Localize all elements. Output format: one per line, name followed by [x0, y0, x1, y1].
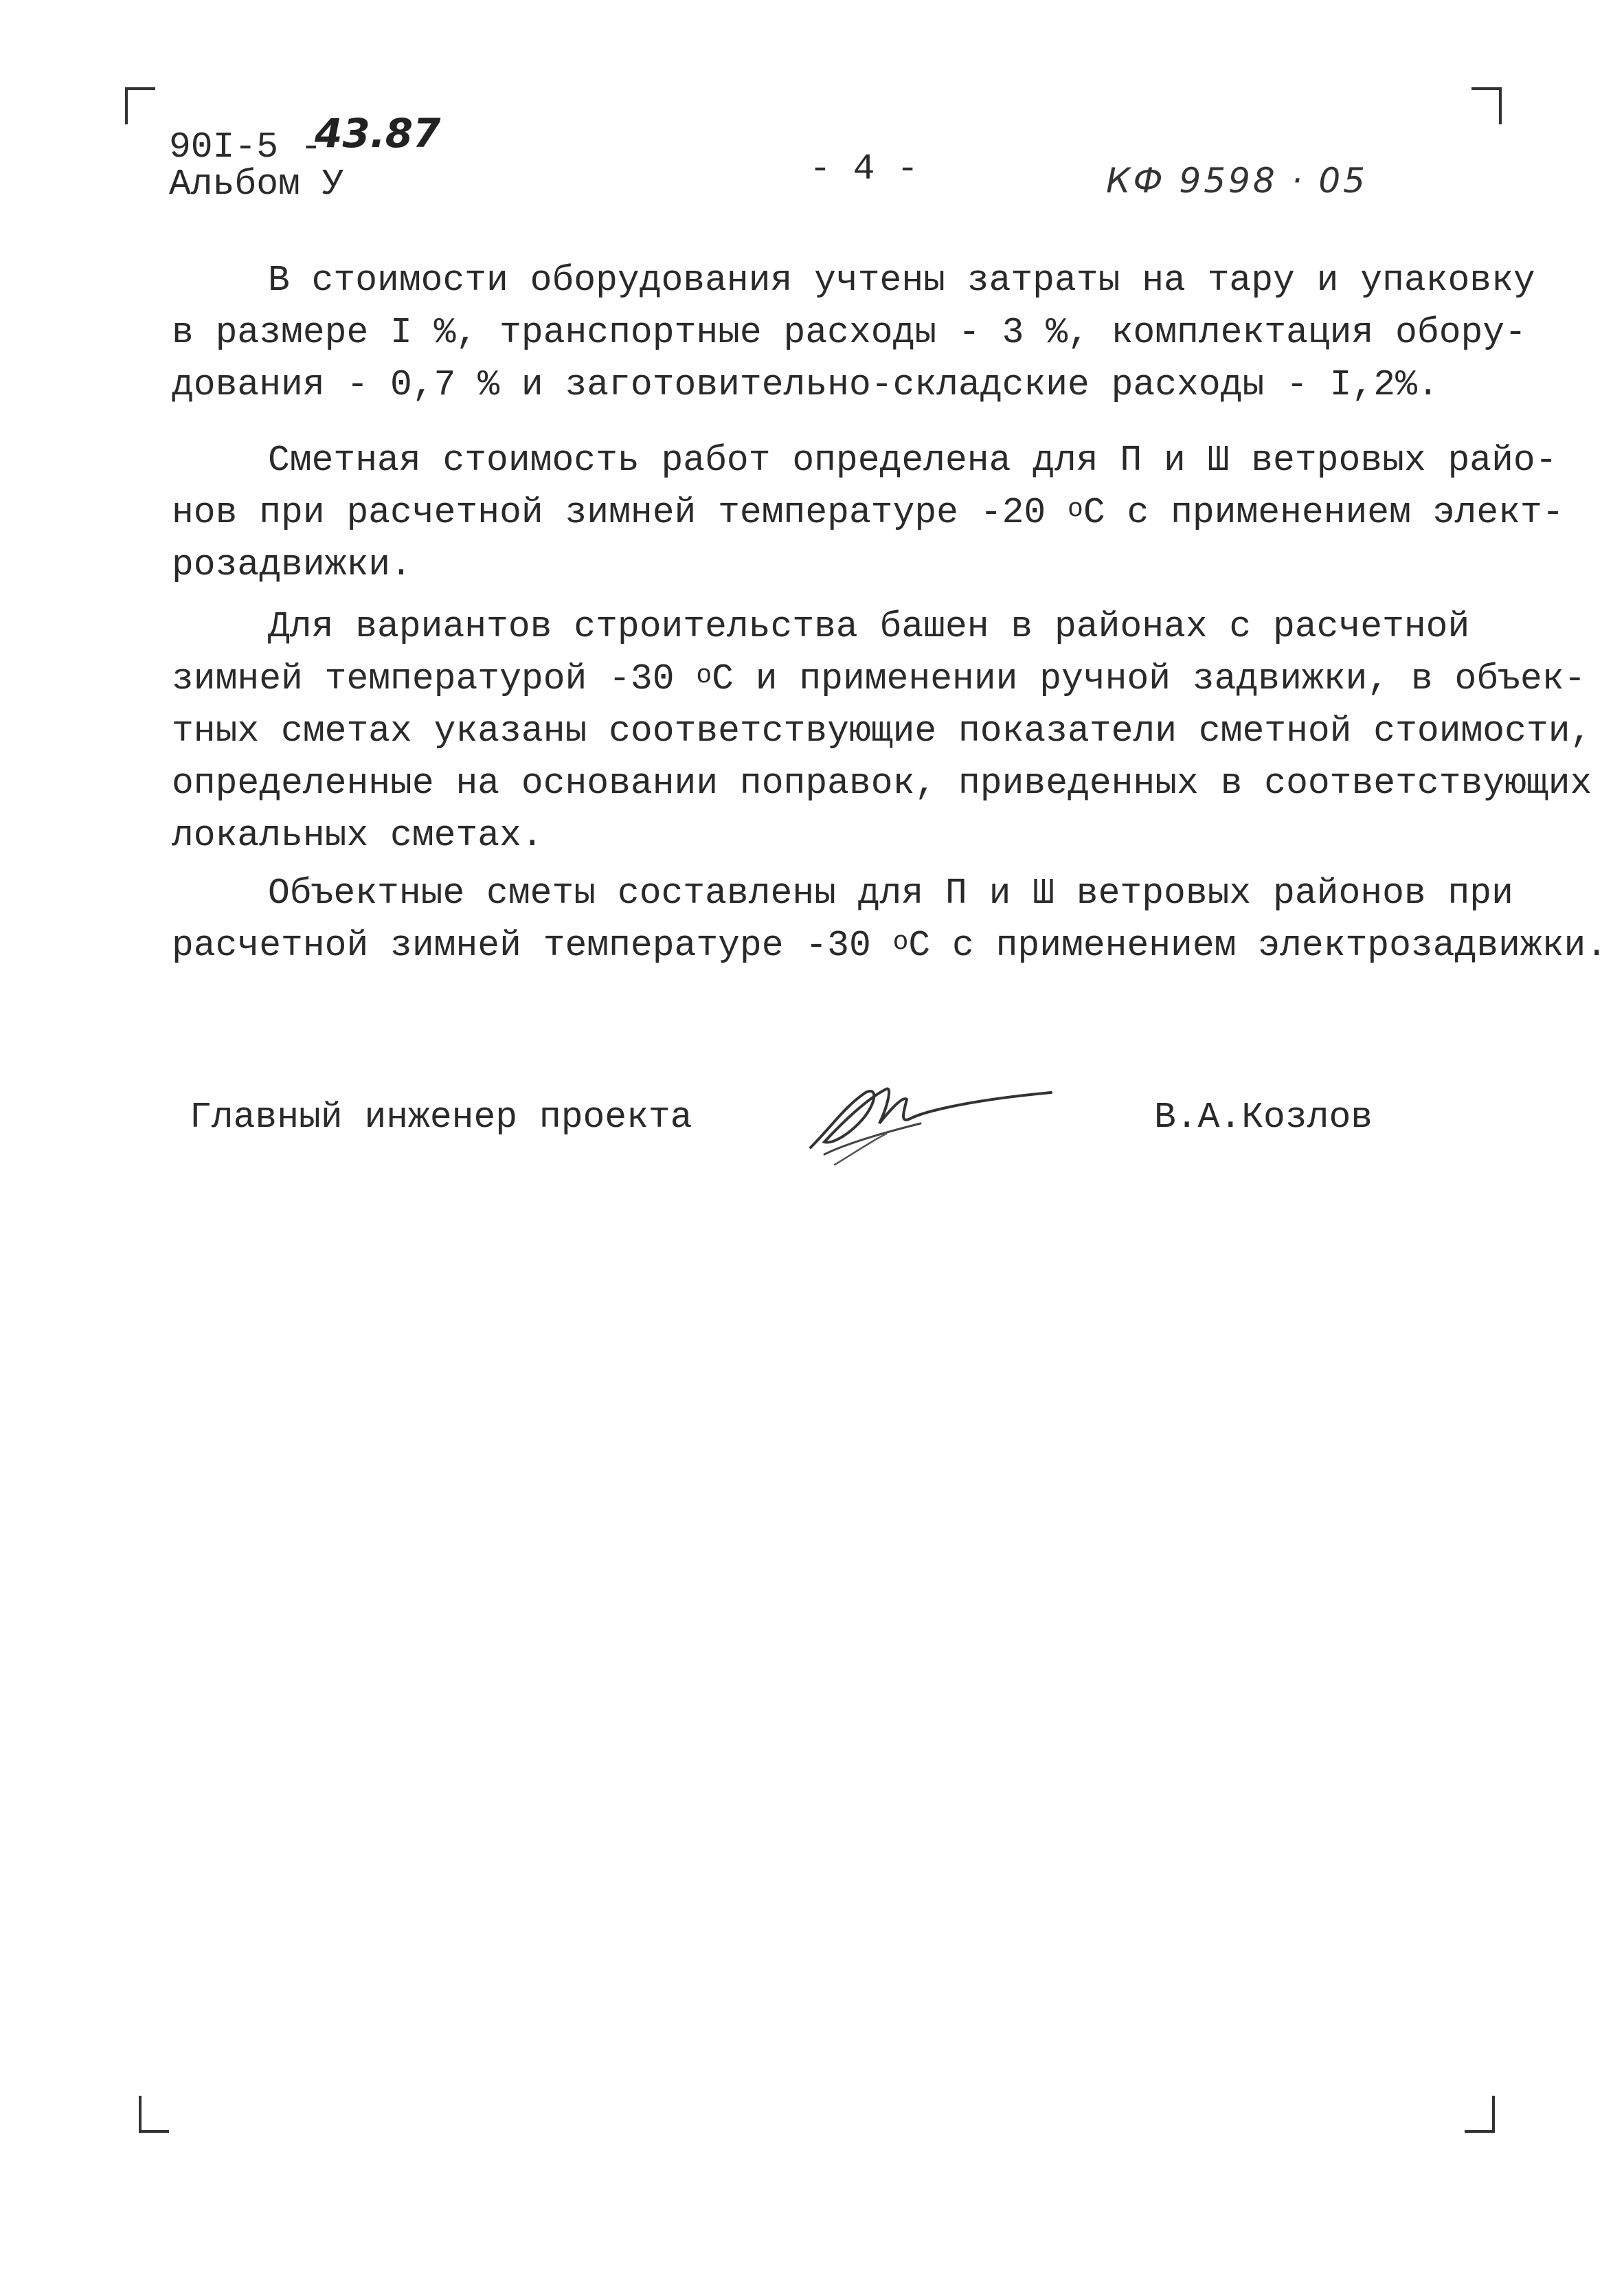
signature-title: Главный инженер проекта	[190, 1097, 692, 1138]
crop-mark-bottom-left	[139, 2096, 169, 2133]
page-number: - 4 -	[809, 148, 919, 190]
handwritten-signature	[783, 1058, 1058, 1175]
paragraph-2-line-2: нов при расчетной зимней температуре -20 $^о$С с применением элект-	[172, 492, 1564, 533]
series-handwritten: 43.87	[315, 110, 441, 157]
album-label: Альбом У	[169, 164, 344, 205]
crop-mark-bottom-right	[1465, 2096, 1495, 2133]
crop-mark-top-left	[125, 87, 155, 124]
degree-mark: о	[892, 928, 909, 957]
paragraph-3-line-1: Для вариантов строительства башен в районах с расчетной	[268, 606, 1470, 647]
degree-mark: о	[696, 661, 712, 691]
paragraph-3-line-3: тных сметах указаны соответствующие показатели сметной стоимости,	[172, 710, 1592, 752]
paragraph-2-line-3: розадвижки.	[172, 544, 412, 585]
series-printed: 90I-5 -	[169, 126, 322, 168]
paragraph-1-line-3: дования - 0,7 % и заготовительно-складские расходы - I,2%.	[172, 364, 1439, 405]
degree-mark: о	[1068, 495, 1083, 524]
paragraph-3-line-5: локальных сметах.	[172, 815, 543, 856]
paragraph-2-line-1: Сметная стоимость работ определена для П и Ш ветровых райо-	[268, 440, 1557, 481]
signature-name: В.А.Козлов	[1154, 1097, 1373, 1138]
paragraph-4-line-1: Объектные сметы составлены для П и Ш ветровых районов при	[268, 873, 1513, 914]
paragraph-3-line-4: определенные на основании поправок, приведенных в соответствующих	[172, 763, 1592, 804]
archive-code: КФ 9598 · 05	[1106, 161, 1368, 201]
paragraph-3-line-2: зимней температурой -30 $^о$С и применении ручной задвижки, в объек-	[172, 658, 1586, 699]
paragraph-1-line-2: в размере I %, транспортные расходы - 3 %, комплектация обору-	[172, 312, 1526, 353]
paragraph-4-line-2: расчетной зимней температуре -30 $^о$С с применением электрозадвижки.	[172, 925, 1608, 966]
paragraph-1-line-1: В стоимости оборудования учтены затраты на тару и упаковку	[268, 260, 1535, 301]
crop-mark-top-right	[1471, 87, 1502, 124]
